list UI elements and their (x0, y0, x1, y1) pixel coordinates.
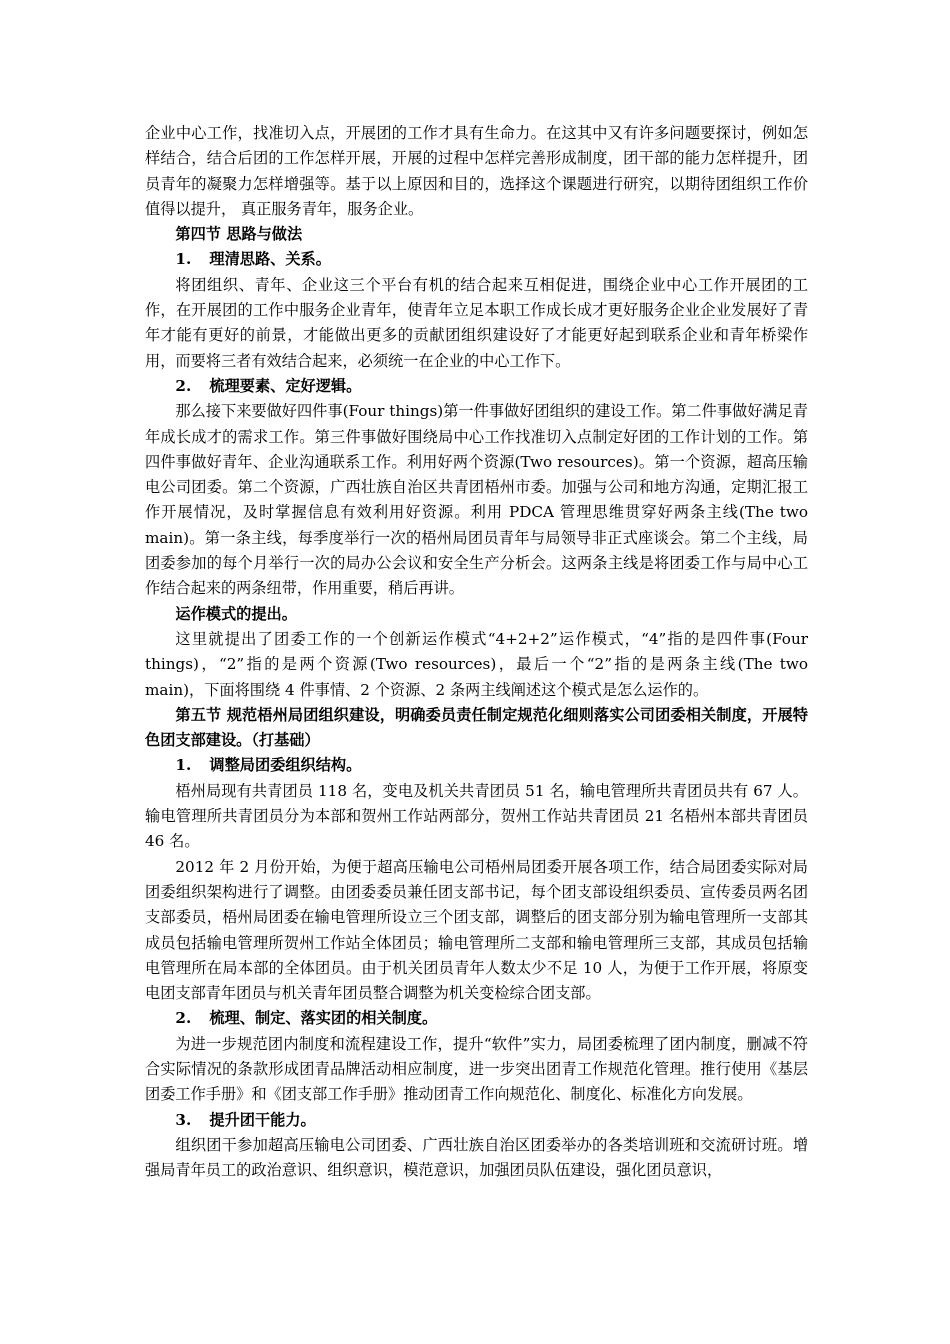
section-5-heading: 第五节 规范梧州局团组织建设，明确委员责任制定规范化细则落实公司团委相关制度，开展特色团支部建设。（打基础） (145, 705, 808, 750)
document-page (145, 121, 808, 1183)
subheading-text: 梳理、制定、落实团的相关制度。 (209, 1009, 438, 1028)
subheading-operation-model: 运作模式的提出。 (175, 604, 297, 623)
list-number: 1. (175, 756, 192, 775)
subheading-text: 梳理要素、定好逻辑。 (209, 376, 362, 395)
paragraph-body: 2012 年 2 月份开始，为便于超高压输电公司梧州局团委开展各项工作，结合局团委实际对局团委组织架构进行了调整。由团委委员兼任团支部书记，每个团支部设组织委员、宣传委员两名团支部委员，梧州局团委在输电管理所设立三个团支部，调整后的团支部分别为输电管理所一支部其成员包括输电管理所贺州工作站全体团员；输电管理所二支部和输电管理所三支部，其成员包括输电管理所在局本部的全体团员。由于机关团员青年人数太少不足 10 人，为便于工作开展，将原变电团支部青年团员与机关青年团员整合调整为机关变检综合团支部。 (145, 857, 808, 1003)
subheading-text: 调整局团委组织结构。 (209, 756, 362, 775)
paragraph-body: 那么接下来要做好四件事(Four things)第一件事做好团组织的建设工作。第二件事做好满足青年成长成才的需求工作。第三件事做好围绕局中心工作找准切入点制定好团的工作计划的工作。第四件事做好青年、企业沟通联系工作。利用好两个资源(Two resources)。第一个资源，超高压输电公司团委。第二个资源，广西壮族自治区共青团梧州市委。加强与公司和地方沟通，定期汇报工作开展情况，及时掌握信息有效利用好资源。利用 PDCA 管理思维贯穿好两条主线(The two main)。第一条主线，每季度举行一次的梧州局团员青年与局领导非正式座谈会。第二个主线，局团委参加的每个月举行一次的局办公会议和安全生产分析会。这两条主线是将团委工作与局中心工作结合起来的两条纽带，作用重要，稍后再讲。 (145, 402, 808, 598)
subheading-text: 提升团干能力。 (209, 1110, 316, 1129)
paragraph-body: 梧州局现有共青团员 118 名，变电及机关共青团员 51 名，输电管理所共青团员共有 67 人。输电管理所共青团员分为本部和贺州工作站两部分，贺州工作站共青团员 21 名梧州本部共青团员 46 名。 (145, 781, 808, 851)
list-number: 3. (175, 1110, 192, 1129)
subheading-3 (145, 1108, 808, 1133)
paragraph-body: 将团组织、青年、企业这三个平台有机的结合起来互相促进，围绕企业中心工作开展团的工作，在开展团的工作中服务企业青年，使青年立足本职工作成长成才更好服务企业企业发展好了青年才能有更好的前景，才能做出更多的贡献团组织建设好了才能更好起到联系企业和青年桥梁作用，而要将三者有效结合起来，必须统一在企业的中心工作下。 (145, 275, 808, 370)
list-number: 2. (175, 376, 192, 395)
subheading-2 (145, 1006, 808, 1031)
paragraph-body: 这里就提出了团委工作的一个创新运作模式“4+2+2”运作模式，“4”指的是四件事(Four things)，“2”指的是两个资源(Two resources)，最后一个“2”指的是两条主线(The two main)，下面将围绕 4 件事情、2 个资源、2 条两主线阐述这个模式是怎么运作的。 (145, 629, 808, 699)
list-number: 2. (175, 1009, 192, 1028)
subheading-text: 理清思路、关系。 (209, 250, 331, 269)
section-4-heading: 第四节 思路与做法 (175, 225, 303, 244)
subheading-1 (145, 753, 808, 778)
subheading-2 (145, 374, 808, 399)
paragraph-body: 为进一步规范团内制度和流程建设工作，提升“软件”实力，局团委梳理了团内制度，删减不符合实际情况的条款形成团青品牌活动相应制度，进一步突出团青工作规范化管理。推行使用《基层团委工作手册》和《团支部工作手册》推动团青工作向规范化、制度化、标准化方向发展。 (145, 1034, 808, 1104)
list-number: 1. (175, 250, 192, 269)
subheading-1 (145, 247, 808, 272)
paragraph-intro: 企业中心工作，找准切入点，开展团的工作才具有生命力。在这其中又有许多问题要探讨，例如怎样结合，结合后团的工作怎样开展，开展的过程中怎样完善形成制度，团干部的能力怎样提升，团员青年的凝聚力怎样增强等。基于以上原因和目的，选择这个课题进行研究，以期待团组织工作价值得以提升， 真正服务青年，服务企业。 (145, 124, 808, 218)
paragraph-body: 组织团干参加超高压输电公司团委、广西壮族自治区团委举办的各类培训班和交流研讨班。增强局青年员工的政治意识、组织意识，模范意识，加强团员队伍建设，强化团员意识， (145, 1135, 808, 1180)
